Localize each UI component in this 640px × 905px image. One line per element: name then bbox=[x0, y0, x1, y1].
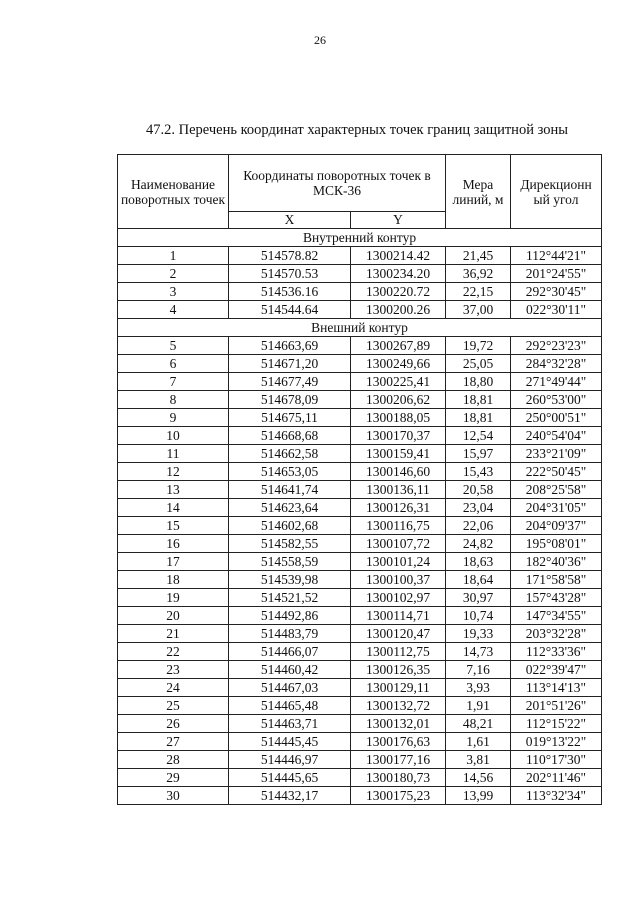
coord-x: 514677,49 bbox=[229, 373, 351, 391]
coord-x: 514653,05 bbox=[229, 463, 351, 481]
direction-angle: 112°33'36" bbox=[511, 643, 602, 661]
coord-y: 1300132,72 bbox=[351, 697, 446, 715]
coord-x: 514678,09 bbox=[229, 391, 351, 409]
point-number: 18 bbox=[118, 571, 229, 589]
coord-x: 514432,17 bbox=[229, 787, 351, 805]
direction-angle: 240°54'04" bbox=[511, 427, 602, 445]
point-number: 28 bbox=[118, 751, 229, 769]
table-row bbox=[118, 355, 602, 373]
point-number: 5 bbox=[118, 337, 229, 355]
coord-x: 514582,55 bbox=[229, 535, 351, 553]
point-number: 12 bbox=[118, 463, 229, 481]
point-number: 27 bbox=[118, 733, 229, 751]
coord-x: 514466,07 bbox=[229, 643, 351, 661]
coord-x: 514465,48 bbox=[229, 697, 351, 715]
coord-y: 1300146,60 bbox=[351, 463, 446, 481]
point-number: 9 bbox=[118, 409, 229, 427]
point-number: 2 bbox=[118, 265, 229, 283]
table-row bbox=[118, 337, 602, 355]
line-length: 18,80 bbox=[446, 373, 511, 391]
coord-y: 1300107,72 bbox=[351, 535, 446, 553]
coord-y: 1300132,01 bbox=[351, 715, 446, 733]
section-title: Внешний контур bbox=[118, 319, 602, 337]
table-row bbox=[118, 535, 602, 553]
table-row bbox=[118, 391, 602, 409]
line-length: 18,63 bbox=[446, 553, 511, 571]
table-row bbox=[118, 463, 602, 481]
coord-x: 514570.53 bbox=[229, 265, 351, 283]
direction-angle: 157°43'28" bbox=[511, 589, 602, 607]
coord-x: 514446,97 bbox=[229, 751, 351, 769]
line-length: 7,16 bbox=[446, 661, 511, 679]
line-length: 36,92 bbox=[446, 265, 511, 283]
direction-angle: 250°00'51" bbox=[511, 409, 602, 427]
point-number: 11 bbox=[118, 445, 229, 463]
coord-y: 1300170,37 bbox=[351, 427, 446, 445]
line-length: 1,91 bbox=[446, 697, 511, 715]
line-length: 22,06 bbox=[446, 517, 511, 535]
direction-angle: 112°15'22" bbox=[511, 715, 602, 733]
direction-angle: 195°08'01" bbox=[511, 535, 602, 553]
direction-angle: 271°49'44" bbox=[511, 373, 602, 391]
table-row bbox=[118, 697, 602, 715]
line-length: 14,73 bbox=[446, 643, 511, 661]
table-row bbox=[118, 679, 602, 697]
point-number: 26 bbox=[118, 715, 229, 733]
line-length: 10,74 bbox=[446, 607, 511, 625]
line-length: 37,00 bbox=[446, 301, 511, 319]
coord-y: 1300129,11 bbox=[351, 679, 446, 697]
table-row bbox=[118, 553, 602, 571]
header-coordinates: Координаты поворотных точек в МСК-36 bbox=[229, 155, 446, 212]
coord-x: 514663,69 bbox=[229, 337, 351, 355]
coord-y: 1300234.20 bbox=[351, 265, 446, 283]
point-number: 10 bbox=[118, 427, 229, 445]
table-row bbox=[118, 769, 602, 787]
coord-y: 1300126,31 bbox=[351, 499, 446, 517]
direction-angle: 201°51'26" bbox=[511, 697, 602, 715]
table-row bbox=[118, 607, 602, 625]
coord-y: 1300126,35 bbox=[351, 661, 446, 679]
direction-angle: 204°31'05" bbox=[511, 499, 602, 517]
table-row bbox=[118, 409, 602, 427]
table-row bbox=[118, 265, 602, 283]
coord-x: 514602,68 bbox=[229, 517, 351, 535]
table-row bbox=[118, 625, 602, 643]
coord-x: 514623,64 bbox=[229, 499, 351, 517]
page-number: 26 bbox=[314, 33, 326, 47]
table-row bbox=[118, 445, 602, 463]
table-row bbox=[118, 643, 602, 661]
direction-angle: 113°32'34" bbox=[511, 787, 602, 805]
coord-x: 514641,74 bbox=[229, 481, 351, 499]
line-length: 30,97 bbox=[446, 589, 511, 607]
table-row bbox=[118, 571, 602, 589]
coord-x: 514671,20 bbox=[229, 355, 351, 373]
coord-y: 1300206,62 bbox=[351, 391, 446, 409]
table-row bbox=[118, 715, 602, 733]
coord-x: 514544.64 bbox=[229, 301, 351, 319]
header-line-length: Мера линий, м bbox=[446, 155, 511, 229]
coord-x: 514668,68 bbox=[229, 427, 351, 445]
line-length: 48,21 bbox=[446, 715, 511, 733]
direction-angle: 113°14'13" bbox=[511, 679, 602, 697]
line-length: 18,64 bbox=[446, 571, 511, 589]
table-body bbox=[118, 229, 602, 805]
coord-y: 1300188,05 bbox=[351, 409, 446, 427]
coord-x: 514578.82 bbox=[229, 247, 351, 265]
point-number: 21 bbox=[118, 625, 229, 643]
coord-y: 1300112,75 bbox=[351, 643, 446, 661]
line-length: 20,58 bbox=[446, 481, 511, 499]
line-length: 3,93 bbox=[446, 679, 511, 697]
coord-y: 1300180,73 bbox=[351, 769, 446, 787]
point-number: 4 bbox=[118, 301, 229, 319]
point-number: 20 bbox=[118, 607, 229, 625]
point-number: 17 bbox=[118, 553, 229, 571]
coord-x: 514445,45 bbox=[229, 733, 351, 751]
direction-angle: 292°23'23" bbox=[511, 337, 602, 355]
direction-angle: 222°50'45" bbox=[511, 463, 602, 481]
line-length: 12,54 bbox=[446, 427, 511, 445]
coord-x: 514445,65 bbox=[229, 769, 351, 787]
table-row bbox=[118, 373, 602, 391]
table-row bbox=[118, 301, 602, 319]
table-row bbox=[118, 787, 602, 805]
table-heading: 47.2. Перечень координат характерных точек границ защитной зоны bbox=[146, 122, 568, 138]
direction-angle: 182°40'36" bbox=[511, 553, 602, 571]
header-x: X bbox=[229, 212, 351, 229]
line-length: 19,72 bbox=[446, 337, 511, 355]
coord-y: 1300159,41 bbox=[351, 445, 446, 463]
coord-y: 1300200.26 bbox=[351, 301, 446, 319]
line-length: 22,15 bbox=[446, 283, 511, 301]
line-length: 19,33 bbox=[446, 625, 511, 643]
direction-angle: 292°30'45" bbox=[511, 283, 602, 301]
direction-angle: 171°58'58" bbox=[511, 571, 602, 589]
point-number: 16 bbox=[118, 535, 229, 553]
coord-y: 1300116,75 bbox=[351, 517, 446, 535]
line-length: 18,81 bbox=[446, 409, 511, 427]
coord-x: 514536.16 bbox=[229, 283, 351, 301]
coord-x: 514492,86 bbox=[229, 607, 351, 625]
line-length: 1,61 bbox=[446, 733, 511, 751]
table-row bbox=[118, 427, 602, 445]
line-length: 18,81 bbox=[446, 391, 511, 409]
table-row bbox=[118, 751, 602, 769]
coord-x: 514662,58 bbox=[229, 445, 351, 463]
line-length: 25,05 bbox=[446, 355, 511, 373]
coord-y: 1300225,41 bbox=[351, 373, 446, 391]
table-row bbox=[118, 733, 602, 751]
point-number: 13 bbox=[118, 481, 229, 499]
coord-x: 514463,71 bbox=[229, 715, 351, 733]
direction-angle: 284°32'28" bbox=[511, 355, 602, 373]
coord-x: 514539,98 bbox=[229, 571, 351, 589]
table-row bbox=[118, 247, 602, 265]
coord-x: 514675,11 bbox=[229, 409, 351, 427]
direction-angle: 233°21'09" bbox=[511, 445, 602, 463]
point-number: 14 bbox=[118, 499, 229, 517]
coord-x: 514521,52 bbox=[229, 589, 351, 607]
line-length: 15,43 bbox=[446, 463, 511, 481]
point-number: 25 bbox=[118, 697, 229, 715]
section-title: Внутренний контур bbox=[118, 229, 602, 247]
direction-angle: 201°24'55" bbox=[511, 265, 602, 283]
point-number: 19 bbox=[118, 589, 229, 607]
coordinates-table bbox=[117, 154, 602, 805]
header-direction-angle: Дирекционн ый угол bbox=[511, 155, 602, 229]
coord-y: 1300214.42 bbox=[351, 247, 446, 265]
direction-angle: 112°44'21" bbox=[511, 247, 602, 265]
line-length: 23,04 bbox=[446, 499, 511, 517]
direction-angle: 204°09'37" bbox=[511, 517, 602, 535]
line-length: 3,81 bbox=[446, 751, 511, 769]
coord-y: 1300100,37 bbox=[351, 571, 446, 589]
coord-y: 1300177,16 bbox=[351, 751, 446, 769]
table-row bbox=[118, 481, 602, 499]
coord-y: 1300267,89 bbox=[351, 337, 446, 355]
direction-angle: 019°13'22" bbox=[511, 733, 602, 751]
line-length: 15,97 bbox=[446, 445, 511, 463]
coord-x: 514483,79 bbox=[229, 625, 351, 643]
coord-y: 1300102,97 bbox=[351, 589, 446, 607]
point-number: 22 bbox=[118, 643, 229, 661]
coord-y: 1300120,47 bbox=[351, 625, 446, 643]
table-row bbox=[118, 517, 602, 535]
direction-angle: 203°32'28" bbox=[511, 625, 602, 643]
table-row bbox=[118, 589, 602, 607]
line-length: 13,99 bbox=[446, 787, 511, 805]
point-number: 24 bbox=[118, 679, 229, 697]
point-number: 15 bbox=[118, 517, 229, 535]
header-point-name: Наименование поворотных точек bbox=[118, 155, 229, 229]
point-number: 30 bbox=[118, 787, 229, 805]
direction-angle: 260°53'00" bbox=[511, 391, 602, 409]
direction-angle: 202°11'46" bbox=[511, 769, 602, 787]
direction-angle: 022°39'47" bbox=[511, 661, 602, 679]
table-row bbox=[118, 499, 602, 517]
header-y: Y bbox=[351, 212, 446, 229]
coord-y: 1300176,63 bbox=[351, 733, 446, 751]
point-number: 8 bbox=[118, 391, 229, 409]
section-row bbox=[118, 319, 602, 337]
coord-y: 1300136,11 bbox=[351, 481, 446, 499]
section-row bbox=[118, 229, 602, 247]
coord-x: 514558,59 bbox=[229, 553, 351, 571]
direction-angle: 022°30'11" bbox=[511, 301, 602, 319]
direction-angle: 147°34'55" bbox=[511, 607, 602, 625]
coord-y: 1300220.72 bbox=[351, 283, 446, 301]
line-length: 24,82 bbox=[446, 535, 511, 553]
coord-x: 514460,42 bbox=[229, 661, 351, 679]
line-length: 14,56 bbox=[446, 769, 511, 787]
coord-y: 1300114,71 bbox=[351, 607, 446, 625]
table-row bbox=[118, 661, 602, 679]
point-number: 3 bbox=[118, 283, 229, 301]
direction-angle: 110°17'30" bbox=[511, 751, 602, 769]
table-row bbox=[118, 283, 602, 301]
line-length: 21,45 bbox=[446, 247, 511, 265]
point-number: 29 bbox=[118, 769, 229, 787]
coord-y: 1300175,23 bbox=[351, 787, 446, 805]
point-number: 6 bbox=[118, 355, 229, 373]
point-number: 23 bbox=[118, 661, 229, 679]
direction-angle: 208°25'58" bbox=[511, 481, 602, 499]
coord-x: 514467,03 bbox=[229, 679, 351, 697]
point-number: 7 bbox=[118, 373, 229, 391]
point-number: 1 bbox=[118, 247, 229, 265]
coord-y: 1300101,24 bbox=[351, 553, 446, 571]
coord-y: 1300249,66 bbox=[351, 355, 446, 373]
